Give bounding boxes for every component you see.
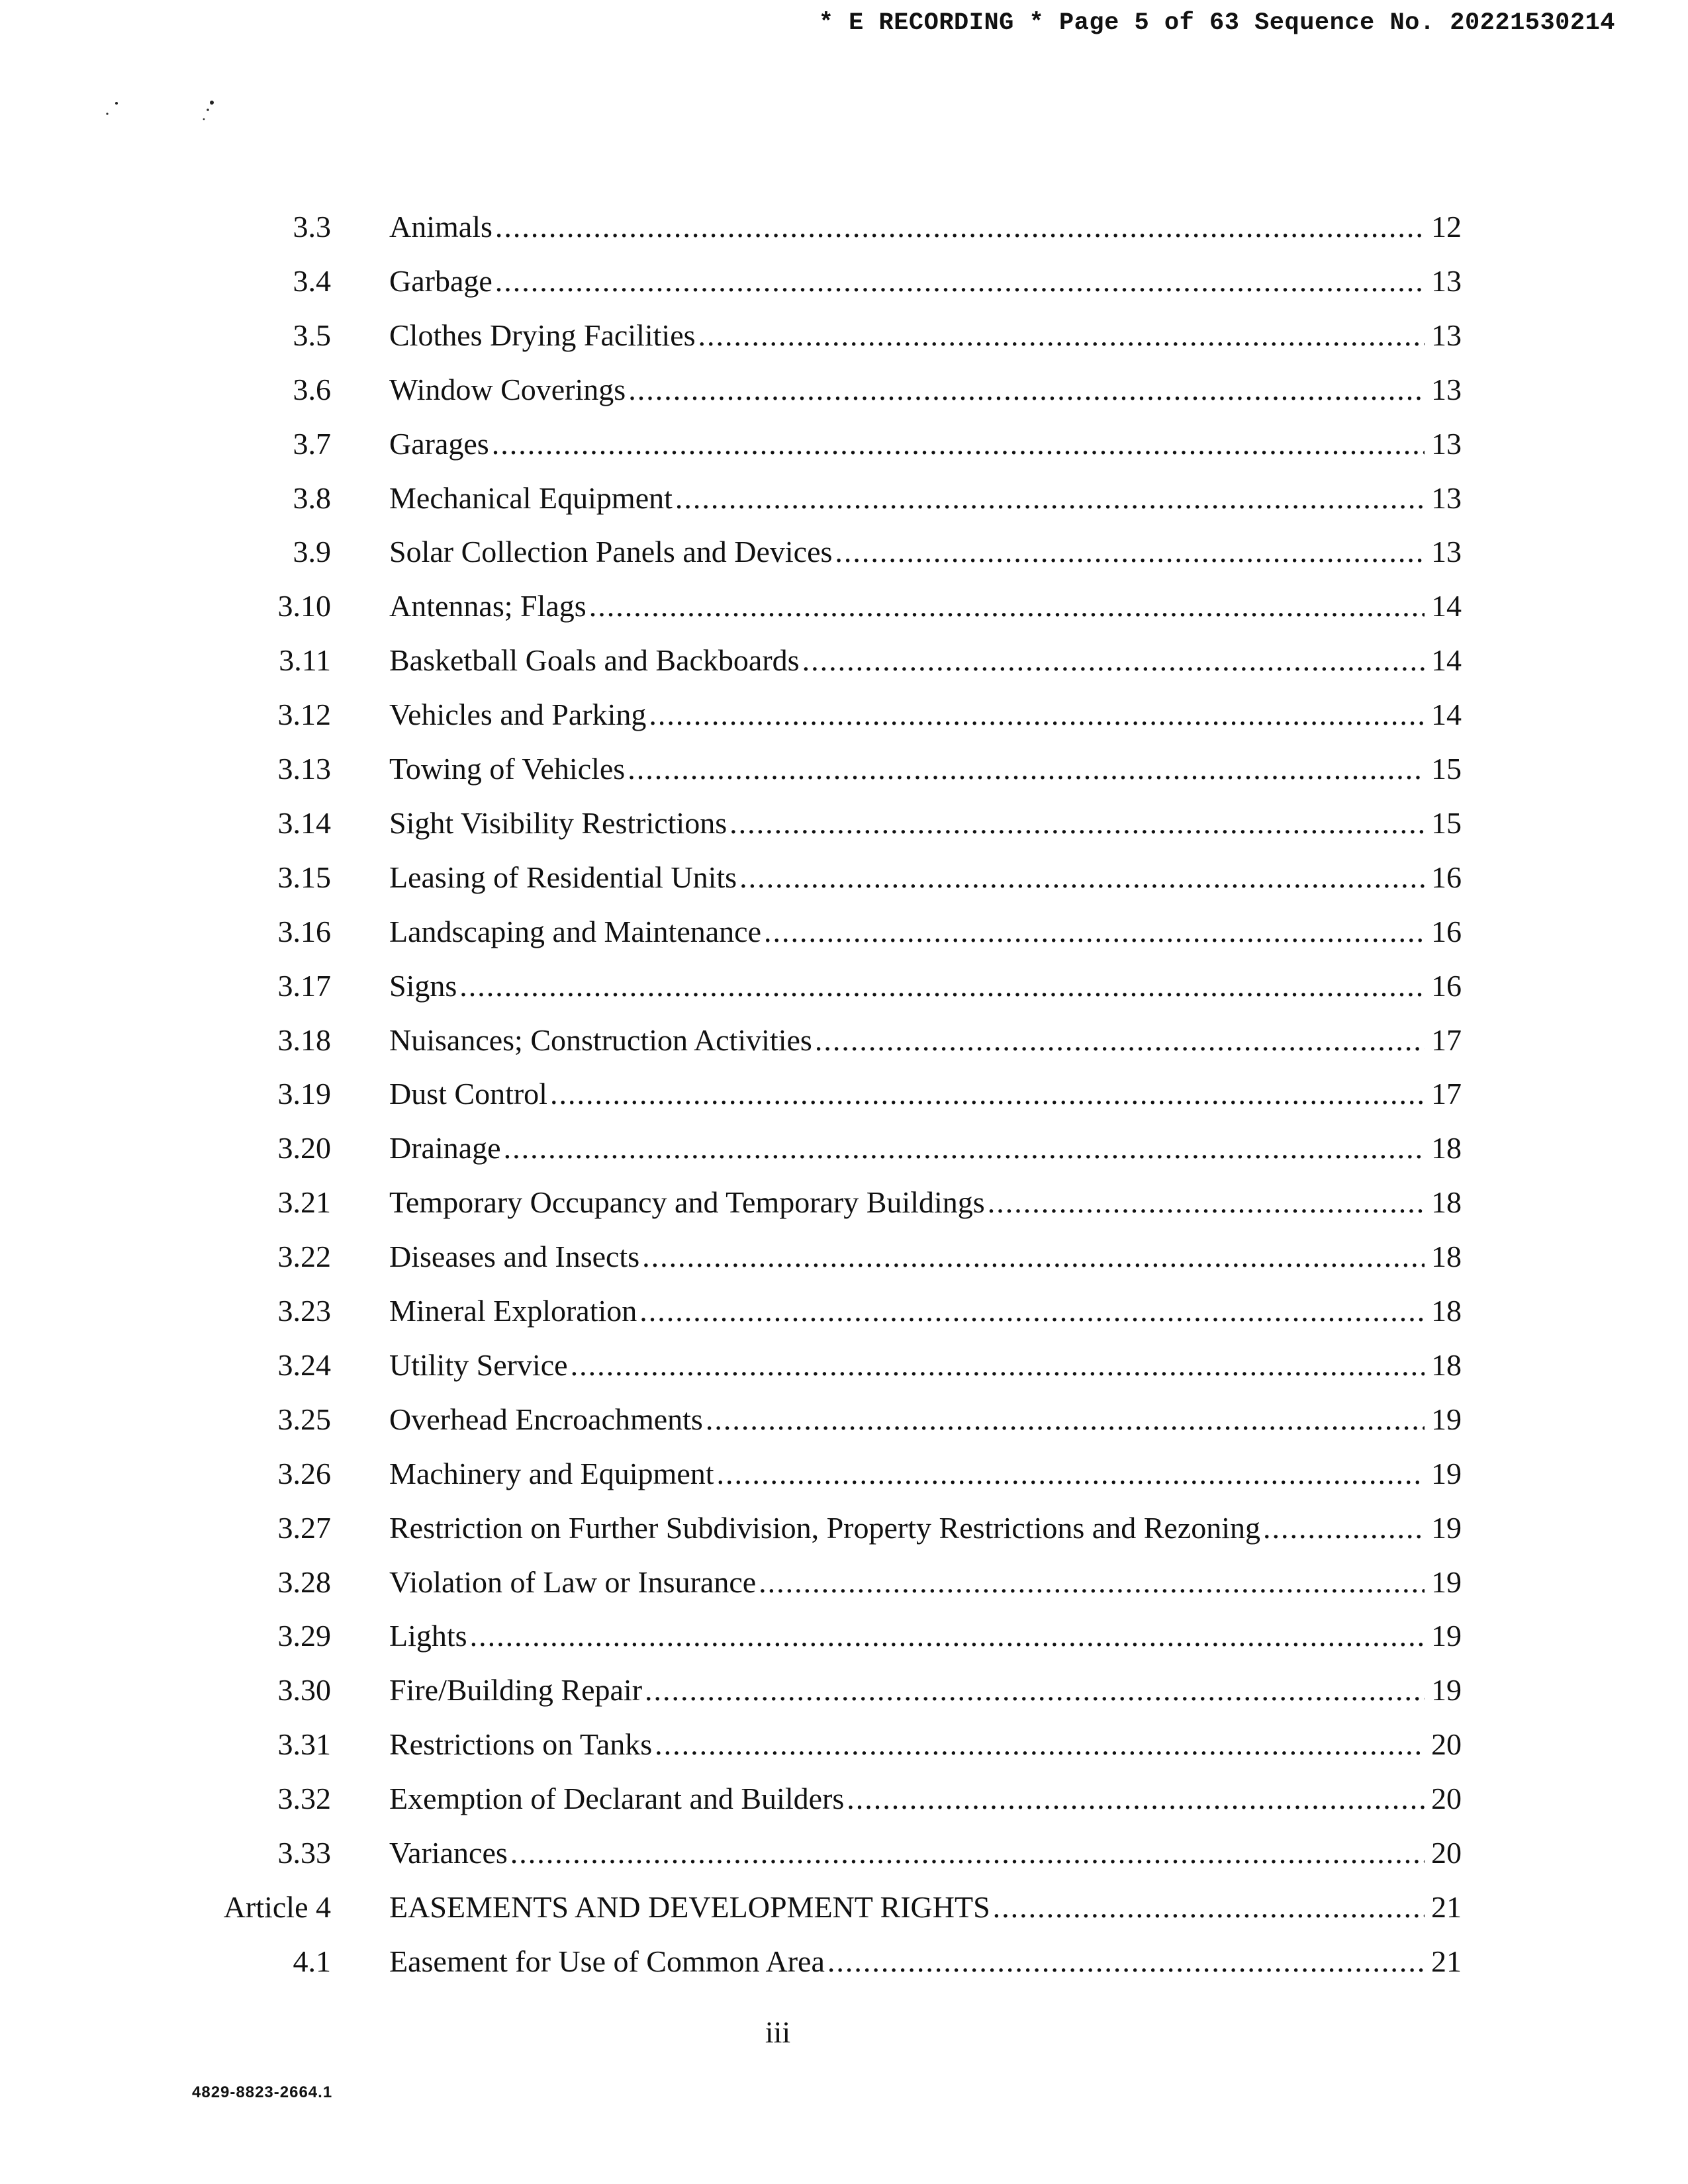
dot-leader [815, 1021, 1425, 1060]
toc-entry-page: 16 [1431, 915, 1462, 948]
toc-entry-title: Violation of Law or Insurance [389, 1565, 757, 1599]
scan-specks [99, 99, 232, 132]
recording-stamp-header: * E RECORDING * Page 5 of 63 Sequence No. 20221530214 [818, 9, 1615, 37]
toc-entry-page: 20 [1431, 1782, 1462, 1815]
dot-leader [706, 1400, 1425, 1439]
toc-entry-title: Dust Control [389, 1077, 547, 1111]
toc-entry [0, 478, 1688, 518]
toc-entry [0, 532, 1688, 572]
toc-entry-number: 3.14 [277, 806, 331, 840]
toc-entry-line [389, 207, 1462, 247]
toc-entry-page: 16 [1431, 969, 1462, 1003]
toc-entry-line [389, 261, 1462, 301]
toc-entry-page: 18 [1431, 1131, 1462, 1165]
toc-entry-title: Basketball Goals and Backboards [389, 643, 800, 677]
dot-leader [470, 1616, 1425, 1656]
toc-entry-title: Utility Service [389, 1348, 568, 1382]
dot-leader [492, 424, 1425, 464]
toc-entry-number: 3.31 [277, 1727, 331, 1761]
toc-entry-line [389, 858, 1462, 897]
toc-entry [0, 1074, 1688, 1114]
toc-entry-number: 3.26 [277, 1457, 331, 1490]
toc-entry [0, 1942, 1688, 1981]
toc-entry-number: 3.19 [277, 1077, 331, 1111]
toc-entry-title: Fire/Building Repair [389, 1673, 643, 1707]
toc-entry [0, 695, 1688, 735]
toc-entry-number: 3.5 [293, 318, 331, 352]
toc-entry-line [389, 370, 1462, 410]
toc-entry-line [389, 1237, 1462, 1277]
dot-leader [698, 316, 1425, 355]
toc-entry [0, 1128, 1688, 1168]
toc-entry-line [389, 1183, 1462, 1222]
toc-entry-line [389, 912, 1462, 952]
toc-entry [0, 1616, 1688, 1656]
page-number: iii [765, 2015, 791, 2049]
toc-entry-title: Antennas; Flags [389, 589, 586, 623]
toc-entry [0, 858, 1688, 897]
toc-entry-line [389, 1670, 1462, 1710]
toc-entry-title: Animals [389, 210, 492, 244]
dot-leader [739, 858, 1425, 897]
toc-entry-line [389, 1833, 1462, 1873]
dot-leader [1263, 1508, 1425, 1548]
toc-entry [0, 1833, 1688, 1873]
toc-entry-title: Exemption of Declarant and Builders [389, 1782, 845, 1815]
toc-entry-page: 13 [1431, 264, 1462, 298]
dot-leader [550, 1074, 1425, 1114]
toc-entry-line [389, 1400, 1462, 1439]
toc-entry-line [389, 695, 1462, 735]
dot-leader [510, 1833, 1425, 1873]
toc-entry-line [389, 1074, 1462, 1114]
toc-entry-page: 19 [1431, 1673, 1462, 1707]
toc-entry-line [389, 1021, 1462, 1060]
toc-entry [0, 749, 1688, 789]
toc-entry-line [389, 1291, 1462, 1331]
toc-entry-title: Lights [389, 1619, 467, 1653]
toc-entry-page: 17 [1431, 1023, 1462, 1057]
toc-entry-number: 3.11 [279, 643, 331, 677]
dot-leader [988, 1183, 1425, 1222]
dot-leader [639, 1291, 1425, 1331]
toc-entry [0, 1725, 1688, 1764]
toc-entry [0, 1508, 1688, 1548]
toc-entry-page: 16 [1431, 860, 1462, 894]
dot-leader [495, 261, 1425, 301]
toc-entry-page: 18 [1431, 1294, 1462, 1328]
toc-entry-title: Easement for Use of Common Area [389, 1944, 825, 1978]
toc-entry-title: Temporary Occupancy and Temporary Buildings [389, 1185, 985, 1219]
dot-leader [649, 695, 1425, 735]
toc-entry [0, 370, 1688, 410]
toc-entry [0, 1563, 1688, 1602]
toc-entry [0, 1400, 1688, 1439]
dot-leader [459, 966, 1425, 1006]
toc-entry-number: 3.8 [293, 481, 331, 515]
toc-entry-line [389, 586, 1462, 626]
dot-leader [495, 207, 1425, 247]
toc-entry-number: 3.30 [277, 1673, 331, 1707]
toc-entry-title: Restriction on Further Subdivision, Property Restrictions and Rezoning [389, 1511, 1260, 1545]
toc-entry-page: 19 [1431, 1402, 1462, 1436]
toc-entry-page: 15 [1431, 752, 1462, 786]
toc-entry [0, 1291, 1688, 1331]
toc-entry-number: 3.15 [277, 860, 331, 894]
toc-entry-title: Solar Collection Panels and Devices [389, 535, 833, 569]
toc-entry [0, 1237, 1688, 1277]
toc-entry [0, 1454, 1688, 1494]
toc-entry-title: Towing of Vehicles [389, 752, 626, 786]
toc-entry-title: Leasing of Residential Units [389, 860, 737, 894]
toc-entry [0, 966, 1688, 1006]
toc-entry-title: Garages [389, 427, 489, 461]
toc-entry-number: 3.13 [277, 752, 331, 786]
toc-entry-page: 13 [1431, 535, 1462, 569]
toc-entry [0, 1183, 1688, 1222]
toc-entry-page: 21 [1431, 1890, 1462, 1924]
toc-entry-title: Garbage [389, 264, 492, 298]
toc-entry-number: 3.7 [293, 427, 331, 461]
toc-entry-title: Signs [389, 969, 457, 1003]
toc-entry-number: 3.29 [277, 1619, 331, 1653]
toc-entry-page: 19 [1431, 1619, 1462, 1653]
toc-entry-number: 3.23 [277, 1294, 331, 1328]
toc-entry [0, 261, 1688, 301]
toc-entry-number: 4.1 [293, 1944, 331, 1978]
toc-entry-number: 3.33 [277, 1836, 331, 1870]
toc-entry-title: Machinery and Equipment [389, 1457, 714, 1490]
toc-entry-line [389, 1942, 1462, 1981]
toc-entry-number: 3.25 [277, 1402, 331, 1436]
toc-entry-line [389, 478, 1462, 518]
toc-entry-page: 15 [1431, 806, 1462, 840]
toc-entry-line [389, 1128, 1462, 1168]
toc-entry-number: 3.28 [277, 1565, 331, 1599]
toc-entry-page: 13 [1431, 373, 1462, 406]
toc-entry-title: Drainage [389, 1131, 501, 1165]
dot-leader [717, 1454, 1425, 1494]
toc-entry-number: 3.3 [293, 210, 331, 244]
toc-entry-page: 13 [1431, 318, 1462, 352]
toc-entry-page: 14 [1431, 643, 1462, 677]
toc-entry-title: Mineral Exploration [389, 1294, 637, 1328]
toc-entry [0, 1779, 1688, 1819]
toc-entry-page: 12 [1431, 210, 1462, 244]
toc-entry-line [389, 532, 1462, 572]
toc-entry-number: Article 4 [223, 1890, 331, 1924]
toc-entry-page: 13 [1431, 427, 1462, 461]
toc-entry-line [389, 966, 1462, 1006]
toc-entry-number: 3.12 [277, 698, 331, 731]
toc-entry-page: 13 [1431, 481, 1462, 515]
toc-entry-number: 3.17 [277, 969, 331, 1003]
toc-entry-number: 3.22 [277, 1240, 331, 1273]
toc-entry-number: 3.10 [277, 589, 331, 623]
toc-entry-number: 3.4 [293, 264, 331, 298]
toc-entry-number: 3.16 [277, 915, 331, 948]
toc-entry-page: 21 [1431, 1944, 1462, 1978]
toc-entry [0, 641, 1688, 680]
toc-entry-title: Variances [389, 1836, 508, 1870]
toc-entry-line [389, 749, 1462, 789]
toc-entry-number: 3.6 [293, 373, 331, 406]
toc-entry-number: 3.20 [277, 1131, 331, 1165]
toc-entry-line [389, 1508, 1462, 1548]
toc-entry-title: Restrictions on Tanks [389, 1727, 653, 1761]
toc-entry-line [389, 424, 1462, 464]
toc-entry [0, 1021, 1688, 1060]
toc-entry-page: 20 [1431, 1727, 1462, 1761]
dot-leader [675, 478, 1425, 518]
toc-entry-title: Overhead Encroachments [389, 1402, 703, 1436]
toc-entry-number: 3.18 [277, 1023, 331, 1057]
dot-leader [835, 532, 1425, 572]
toc-entry-number: 3.27 [277, 1511, 331, 1545]
dot-leader [764, 912, 1425, 952]
toc-entry-page: 14 [1431, 698, 1462, 731]
toc-entry-title: Vehicles and Parking [389, 698, 647, 731]
toc-entry-page: 18 [1431, 1348, 1462, 1382]
dot-leader [589, 586, 1425, 626]
toc-entry-page: 18 [1431, 1240, 1462, 1273]
toc-entry-line [389, 641, 1462, 680]
toc-entry-line [389, 1563, 1462, 1602]
dot-leader [802, 641, 1425, 680]
toc-entry-line [389, 1616, 1462, 1656]
dot-leader [628, 370, 1425, 410]
dot-leader [628, 749, 1425, 789]
dot-leader [642, 1237, 1425, 1277]
toc-entry-title: Sight Visibility Restrictions [389, 806, 727, 840]
toc-entry-line [389, 1779, 1462, 1819]
toc-entry [0, 1888, 1688, 1927]
toc-entry [0, 1670, 1688, 1710]
document-id: 4829-8823-2664.1 [192, 2083, 333, 2101]
dot-leader [645, 1670, 1425, 1710]
dot-leader [759, 1563, 1425, 1602]
dot-leader [827, 1942, 1425, 1981]
toc-entry-page: 19 [1431, 1511, 1462, 1545]
toc-entry-page: 19 [1431, 1565, 1462, 1599]
toc-entry-title: EASEMENTS AND DEVELOPMENT RIGHTS [389, 1890, 990, 1924]
toc-entry-title: Mechanical Equipment [389, 481, 673, 515]
toc-entry-line [389, 1725, 1462, 1764]
toc-entry [0, 803, 1688, 843]
toc-entry-number: 3.9 [293, 535, 331, 569]
toc-entry [0, 586, 1688, 626]
toc-entry-line [389, 1345, 1462, 1385]
toc-entry-number: 3.32 [277, 1782, 331, 1815]
toc-entry-page: 18 [1431, 1185, 1462, 1219]
dot-leader [993, 1888, 1425, 1927]
toc-entry-title: Clothes Drying Facilities [389, 318, 696, 352]
toc-entry-title: Window Coverings [389, 373, 626, 406]
dot-leader [847, 1779, 1425, 1819]
toc-entry [0, 424, 1688, 464]
toc-entry [0, 912, 1688, 952]
toc-entry-page: 17 [1431, 1077, 1462, 1111]
toc-entry-page: 19 [1431, 1457, 1462, 1490]
toc-entry-page: 20 [1431, 1836, 1462, 1870]
toc-entry-number: 3.21 [277, 1185, 331, 1219]
toc-entry [0, 316, 1688, 355]
toc-entry-page: 14 [1431, 589, 1462, 623]
toc-entry [0, 207, 1688, 247]
toc-entry-line [389, 316, 1462, 355]
toc-entry-title: Diseases and Insects [389, 1240, 640, 1273]
toc-entry-line [389, 803, 1462, 843]
dot-leader [655, 1725, 1425, 1764]
toc-entry [0, 1345, 1688, 1385]
toc-entry-line [389, 1888, 1462, 1927]
toc-entry-line [389, 1454, 1462, 1494]
toc-entry-number: 3.24 [277, 1348, 331, 1382]
toc-entry-title: Landscaping and Maintenance [389, 915, 761, 948]
dot-leader [504, 1128, 1425, 1168]
dot-leader [729, 803, 1425, 843]
toc-entry-title: Nuisances; Construction Activities [389, 1023, 812, 1057]
dot-leader [571, 1345, 1425, 1385]
